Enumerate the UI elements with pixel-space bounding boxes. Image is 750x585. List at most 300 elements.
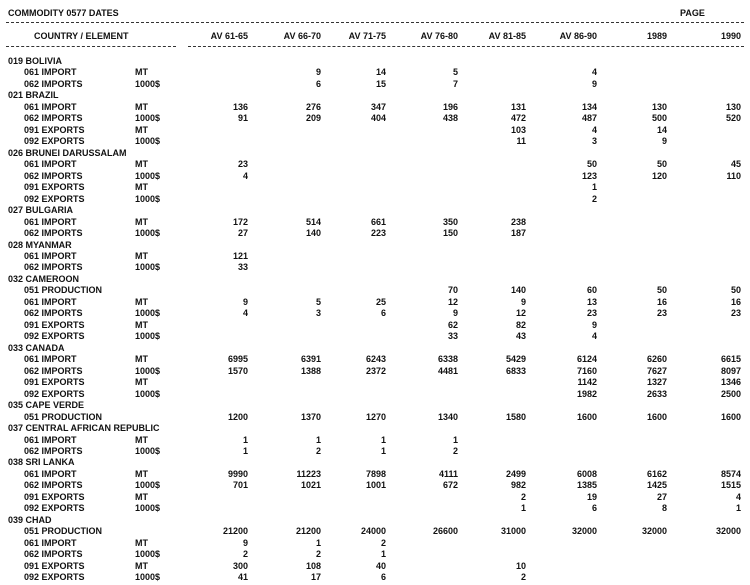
element-name: 062 IMPORTS xyxy=(24,365,83,376)
value-cell: 7627 xyxy=(646,365,667,376)
value-cell: 487 xyxy=(581,113,597,124)
value-cell: 33 xyxy=(237,262,248,273)
element-row xyxy=(0,480,750,491)
value-cell: 7160 xyxy=(576,365,597,376)
element-name: 051 PRODUCTION xyxy=(24,285,103,296)
value-cell: 2500 xyxy=(720,388,741,399)
value-cell: 26600 xyxy=(432,526,458,537)
value-cell: 4111 xyxy=(438,468,458,479)
element-row xyxy=(0,182,750,193)
element-name: 062 IMPORTS xyxy=(24,228,83,239)
value-cell: 1 xyxy=(315,434,321,445)
element-row xyxy=(0,113,750,124)
value-cell: 4481 xyxy=(437,365,458,376)
value-cell: 6 xyxy=(591,503,597,514)
value-cell: 6 xyxy=(315,78,321,89)
unit: MT xyxy=(135,434,148,445)
unit: 1000$ xyxy=(135,308,161,319)
value-cell: 134 xyxy=(581,101,597,112)
element-name: 092 EXPORTS xyxy=(24,572,85,583)
value-cell: 2372 xyxy=(365,365,386,376)
unit: 1000$ xyxy=(135,262,161,273)
country-name: 028 MYANMAR xyxy=(8,239,72,250)
element-name: 091 EXPORTS xyxy=(24,377,85,388)
element-row xyxy=(0,125,750,136)
value-cell: 1 xyxy=(520,503,526,514)
unit: 1000$ xyxy=(135,78,161,89)
value-cell: 19 xyxy=(586,491,597,502)
element-row xyxy=(0,538,750,549)
value-cell: 32000 xyxy=(641,526,667,537)
value-cell: 108 xyxy=(305,560,321,571)
value-cell: 187 xyxy=(510,228,526,239)
element-row xyxy=(0,354,750,365)
unit: MT xyxy=(135,491,148,502)
unit: 1000$ xyxy=(135,136,161,147)
value-cell: 172 xyxy=(232,216,248,227)
value-cell: 472 xyxy=(510,113,526,124)
country-name: 039 CHAD xyxy=(8,514,52,525)
divider-top xyxy=(6,22,744,23)
value-cell: 7898 xyxy=(365,468,386,479)
value-cell: 1200 xyxy=(227,411,248,422)
country-row xyxy=(0,400,750,411)
value-cell: 11223 xyxy=(296,468,321,479)
element-name: 062 IMPORTS xyxy=(24,113,83,124)
value-cell: 1 xyxy=(452,434,458,445)
element-name: 061 IMPORT xyxy=(24,296,77,307)
value-cell: 8097 xyxy=(720,365,741,376)
value-cell: 4 xyxy=(242,308,248,319)
value-cell: 1388 xyxy=(300,365,321,376)
value-cell: 1 xyxy=(735,503,741,514)
value-cell: 9990 xyxy=(227,468,248,479)
value-cell: 6008 xyxy=(576,468,597,479)
value-cell: 23 xyxy=(237,159,248,170)
value-cell: 6162 xyxy=(646,468,667,479)
value-cell: 982 xyxy=(510,480,526,491)
element-row xyxy=(0,331,750,342)
element-name: 091 EXPORTS xyxy=(24,491,85,502)
country-row xyxy=(0,205,750,216)
value-cell: 32000 xyxy=(715,526,741,537)
column-header: AV 86-90 xyxy=(559,31,597,41)
country-name: 021 BRAZIL xyxy=(8,90,59,101)
unit: 1000$ xyxy=(135,331,161,342)
value-cell: 8574 xyxy=(720,468,741,479)
value-cell: 1600 xyxy=(646,411,667,422)
country-row xyxy=(0,274,750,285)
value-cell: 1570 xyxy=(227,365,248,376)
element-row xyxy=(0,389,750,400)
value-cell: 1346 xyxy=(720,377,741,388)
unit: MT xyxy=(135,216,148,227)
element-row xyxy=(0,469,750,480)
value-cell: 1580 xyxy=(505,411,526,422)
element-row xyxy=(0,79,750,90)
element-name: 062 IMPORTS xyxy=(24,78,83,89)
element-name: 051 PRODUCTION xyxy=(24,411,103,422)
element-name: 062 IMPORTS xyxy=(24,308,83,319)
value-cell: 2 xyxy=(591,193,597,204)
value-cell: 7 xyxy=(452,78,458,89)
element-row xyxy=(0,251,750,262)
value-cell: 9 xyxy=(591,78,597,89)
country-row xyxy=(0,457,750,468)
value-cell: 41 xyxy=(237,572,248,583)
divider-columns xyxy=(188,46,744,47)
value-cell: 14 xyxy=(375,67,386,78)
value-cell: 276 xyxy=(305,101,321,112)
column-header: AV 76-80 xyxy=(420,31,458,41)
country-row xyxy=(0,148,750,159)
country-name: 038 SRI LANKA xyxy=(8,457,75,468)
element-name: 051 PRODUCTION xyxy=(24,526,103,537)
value-cell: 6995 xyxy=(227,354,248,365)
value-cell: 21200 xyxy=(295,526,321,537)
value-cell: 2 xyxy=(315,549,321,560)
value-cell: 520 xyxy=(725,113,741,124)
page-label: PAGE xyxy=(680,8,705,18)
element-name: 061 IMPORT xyxy=(24,250,77,261)
element-name: 061 IMPORT xyxy=(24,434,77,445)
element-name: 061 IMPORT xyxy=(24,216,77,227)
value-cell: 32000 xyxy=(571,526,597,537)
value-cell: 40 xyxy=(375,560,386,571)
value-cell: 130 xyxy=(725,101,741,112)
unit: MT xyxy=(135,296,148,307)
value-cell: 6391 xyxy=(300,354,321,365)
element-name: 091 EXPORTS xyxy=(24,319,85,330)
value-cell: 12 xyxy=(447,296,458,307)
element-name: 061 IMPORT xyxy=(24,537,77,548)
value-cell: 16 xyxy=(730,296,741,307)
value-cell: 31000 xyxy=(500,526,526,537)
country-name: 019 BOLIVIA xyxy=(8,56,63,66)
element-name: 091 EXPORTS xyxy=(24,182,85,193)
value-cell: 196 xyxy=(442,101,458,112)
unit: 1000$ xyxy=(135,549,161,560)
value-cell: 33 xyxy=(447,331,458,342)
value-cell: 150 xyxy=(442,228,458,239)
unit: MT xyxy=(135,468,148,479)
element-name: 092 EXPORTS xyxy=(24,136,85,147)
element-name: 061 IMPORT xyxy=(24,468,77,479)
unit: MT xyxy=(135,560,148,571)
value-cell: 1327 xyxy=(646,377,667,388)
value-cell: 3 xyxy=(315,308,321,319)
value-cell: 13 xyxy=(586,296,597,307)
country-name: 035 CAPE VERDE xyxy=(8,400,85,411)
value-cell: 50 xyxy=(730,285,741,296)
value-cell: 2 xyxy=(520,491,526,502)
value-cell: 1 xyxy=(380,549,386,560)
element-row xyxy=(0,297,750,308)
column-header: AV 61-65 xyxy=(210,31,248,41)
country-name: 026 BRUNEI DARUSSALAM xyxy=(8,147,127,158)
value-cell: 4 xyxy=(591,331,597,342)
unit: MT xyxy=(135,101,148,112)
element-row xyxy=(0,171,750,182)
value-cell: 6338 xyxy=(437,354,458,365)
unit: 1000$ xyxy=(135,388,161,399)
value-cell: 5 xyxy=(315,296,321,307)
country-row xyxy=(0,423,750,434)
element-name: 092 EXPORTS xyxy=(24,503,85,514)
element-name: 092 EXPORTS xyxy=(24,331,85,342)
element-row xyxy=(0,549,750,560)
value-cell: 120 xyxy=(651,170,667,181)
value-cell: 1142 xyxy=(577,377,597,388)
unit: MT xyxy=(135,159,148,170)
column-header: AV 81-85 xyxy=(488,31,526,41)
element-name: 061 IMPORT xyxy=(24,67,77,78)
value-cell: 110 xyxy=(726,170,741,181)
element-name: 062 IMPORTS xyxy=(24,480,83,491)
element-name: 062 IMPORTS xyxy=(24,262,83,273)
value-cell: 23 xyxy=(730,308,741,319)
value-cell: 6260 xyxy=(646,354,667,365)
element-row xyxy=(0,228,750,239)
value-cell: 1 xyxy=(315,537,321,548)
value-cell: 130 xyxy=(651,101,667,112)
country-name: 032 CAMEROON xyxy=(8,273,80,284)
element-row xyxy=(0,67,750,78)
unit: MT xyxy=(135,537,148,548)
value-cell: 27 xyxy=(237,228,248,239)
element-name: 061 IMPORT xyxy=(24,101,77,112)
element-name: 061 IMPORT xyxy=(24,159,77,170)
country-row xyxy=(0,343,750,354)
value-cell: 15 xyxy=(375,78,386,89)
value-cell: 1600 xyxy=(576,411,597,422)
element-row xyxy=(0,136,750,147)
unit: MT xyxy=(135,377,148,388)
element-name: 092 EXPORTS xyxy=(24,193,85,204)
value-cell: 21200 xyxy=(222,526,248,537)
element-name: 062 IMPORTS xyxy=(24,549,83,560)
value-cell: 60 xyxy=(586,285,597,296)
element-row xyxy=(0,435,750,446)
value-cell: 25 xyxy=(375,296,386,307)
value-cell: 438 xyxy=(442,113,458,124)
value-cell: 9 xyxy=(591,319,597,330)
value-cell: 1 xyxy=(380,445,386,456)
unit: MT xyxy=(135,354,148,365)
value-cell: 9 xyxy=(520,296,526,307)
element-row xyxy=(0,320,750,331)
value-cell: 1001 xyxy=(365,480,386,491)
value-cell: 1 xyxy=(242,434,248,445)
value-cell: 9 xyxy=(315,67,321,78)
value-cell: 6615 xyxy=(720,354,741,365)
unit: 1000$ xyxy=(135,365,161,376)
value-cell: 9 xyxy=(242,537,248,548)
value-cell: 45 xyxy=(730,159,741,170)
column-header-country-element: COUNTRY / ELEMENT xyxy=(34,31,129,41)
element-row xyxy=(0,217,750,228)
element-row xyxy=(0,572,750,583)
element-row xyxy=(0,526,750,537)
value-cell: 12 xyxy=(515,308,526,319)
value-cell: 91 xyxy=(237,113,248,124)
value-cell: 1515 xyxy=(720,480,741,491)
value-cell: 27 xyxy=(656,491,667,502)
value-cell: 1600 xyxy=(720,411,741,422)
value-cell: 70 xyxy=(447,285,458,296)
value-cell: 9 xyxy=(661,136,667,147)
element-row xyxy=(0,377,750,388)
value-cell: 1021 xyxy=(300,480,321,491)
value-cell: 140 xyxy=(510,285,526,296)
unit: MT xyxy=(135,124,148,135)
value-cell: 300 xyxy=(232,560,248,571)
value-cell: 209 xyxy=(305,113,321,124)
element-name: 062 IMPORTS xyxy=(24,445,83,456)
value-cell: 1370 xyxy=(300,411,321,422)
value-cell: 17 xyxy=(310,572,321,583)
unit: 1000$ xyxy=(135,503,161,514)
element-row xyxy=(0,102,750,113)
column-header: AV 71-75 xyxy=(348,31,386,41)
value-cell: 661 xyxy=(370,216,386,227)
country-row xyxy=(0,56,750,67)
value-cell: 238 xyxy=(510,216,526,227)
unit: MT xyxy=(135,67,148,78)
value-cell: 82 xyxy=(515,319,526,330)
value-cell: 121 xyxy=(232,250,248,261)
unit: 1000$ xyxy=(135,170,161,181)
element-row xyxy=(0,561,750,572)
value-cell: 10 xyxy=(515,560,526,571)
value-cell: 50 xyxy=(656,285,667,296)
value-cell: 2 xyxy=(380,537,386,548)
value-cell: 16 xyxy=(656,296,667,307)
value-cell: 24000 xyxy=(360,526,386,537)
country-row xyxy=(0,240,750,251)
country-row xyxy=(0,90,750,101)
element-row xyxy=(0,285,750,296)
value-cell: 5 xyxy=(452,67,458,78)
value-cell: 1 xyxy=(242,445,248,456)
value-cell: 1385 xyxy=(576,480,597,491)
value-cell: 123 xyxy=(581,170,597,181)
unit: 1000$ xyxy=(135,228,161,239)
value-cell: 672 xyxy=(442,480,458,491)
value-cell: 23 xyxy=(586,308,597,319)
value-cell: 6243 xyxy=(365,354,386,365)
element-row xyxy=(0,412,750,423)
value-cell: 500 xyxy=(651,113,667,124)
value-cell: 1340 xyxy=(437,411,458,422)
value-cell: 6833 xyxy=(505,365,526,376)
unit: MT xyxy=(135,319,148,330)
unit: MT xyxy=(135,182,148,193)
value-cell: 514 xyxy=(305,216,321,227)
value-cell: 9 xyxy=(452,308,458,319)
unit: 1000$ xyxy=(135,113,161,124)
country-name: 027 BULGARIA xyxy=(8,205,74,216)
unit: 1000$ xyxy=(135,480,161,491)
value-cell: 5429 xyxy=(505,354,526,365)
value-cell: 3 xyxy=(591,136,597,147)
value-cell: 4 xyxy=(735,491,741,502)
value-cell: 223 xyxy=(370,228,386,239)
value-cell: 1270 xyxy=(365,411,386,422)
value-cell: 2 xyxy=(315,445,321,456)
element-row xyxy=(0,366,750,377)
value-cell: 1 xyxy=(380,434,386,445)
value-cell: 1982 xyxy=(576,388,597,399)
value-cell: 62 xyxy=(447,319,458,330)
value-cell: 347 xyxy=(370,101,386,112)
value-cell: 50 xyxy=(586,159,597,170)
column-header: 1990 xyxy=(720,31,741,41)
unit: MT xyxy=(135,250,148,261)
value-cell: 23 xyxy=(656,308,667,319)
value-cell: 140 xyxy=(305,228,321,239)
value-cell: 9 xyxy=(242,296,248,307)
element-name: 092 EXPORTS xyxy=(24,388,85,399)
value-cell: 43 xyxy=(515,331,526,342)
value-cell: 6 xyxy=(380,308,386,319)
country-name: 033 CANADA xyxy=(8,342,65,353)
value-cell: 14 xyxy=(656,124,667,135)
element-row xyxy=(0,492,750,503)
element-row xyxy=(0,503,750,514)
divider-label xyxy=(6,46,176,47)
value-cell: 11 xyxy=(516,136,526,147)
value-cell: 404 xyxy=(370,113,386,124)
unit: 1000$ xyxy=(135,193,161,204)
country-row xyxy=(0,515,750,526)
value-cell: 2633 xyxy=(646,388,667,399)
value-cell: 2 xyxy=(520,572,526,583)
value-cell: 701 xyxy=(232,480,248,491)
country-name: 037 CENTRAL AFRICAN REPUBLIC xyxy=(8,423,160,434)
element-row xyxy=(0,308,750,319)
value-cell: 2499 xyxy=(505,468,526,479)
value-cell: 350 xyxy=(442,216,458,227)
value-cell: 131 xyxy=(510,101,526,112)
element-row xyxy=(0,159,750,170)
element-name: 061 IMPORT xyxy=(24,354,77,365)
element-name: 091 EXPORTS xyxy=(24,124,85,135)
value-cell: 103 xyxy=(510,124,526,135)
value-cell: 2 xyxy=(242,549,248,560)
element-row xyxy=(0,194,750,205)
value-cell: 4 xyxy=(242,170,248,181)
value-cell: 2 xyxy=(452,445,458,456)
element-name: 091 EXPORTS xyxy=(24,560,85,571)
document-title: COMMODITY 0577 DATES xyxy=(8,8,119,18)
value-cell: 4 xyxy=(591,67,597,78)
value-cell: 50 xyxy=(656,159,667,170)
element-name: 062 IMPORTS xyxy=(24,170,83,181)
element-row xyxy=(0,262,750,273)
element-row xyxy=(0,446,750,457)
value-cell: 136 xyxy=(232,101,248,112)
value-cell: 4 xyxy=(591,124,597,135)
value-cell: 8 xyxy=(661,503,667,514)
column-header: 1989 xyxy=(646,31,667,41)
value-cell: 1 xyxy=(591,182,597,193)
unit: 1000$ xyxy=(135,445,161,456)
value-cell: 6 xyxy=(380,572,386,583)
column-header: AV 66-70 xyxy=(283,31,321,41)
unit: 1000$ xyxy=(135,572,161,583)
value-cell: 1425 xyxy=(646,480,667,491)
